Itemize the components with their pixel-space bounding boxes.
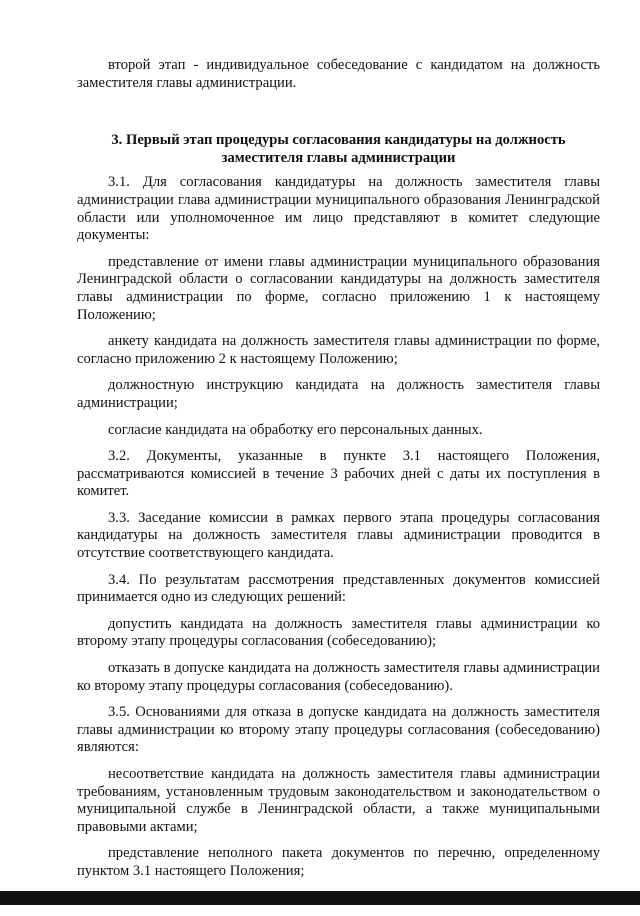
list-item-incomplete-package: представление неполного пакета документов по перечню, определенному пунктом 3.1 настоящего Положения; [77,845,600,879]
list-item-questionnaire: анкету кандидата на должность заместителя главы администрации по форме, согласно приложению 2 к настоящему Положению; [77,333,600,367]
document-body [77,57,600,916]
paragraph-3-5: 3.5. Основаниями для отказа в допуске кандидата на должность заместителя главы администрации ко второму этапу процедуры согласования (собеседованию) являются: [77,704,600,756]
list-item-job-description: должностную инструкцию кандидата на должность заместителя главы администрации; [77,377,600,411]
intro-paragraph: второй этап - индивидуальное собеседование с кандидатом на должность заместителя главы администрации. [77,57,600,91]
list-item-consent: согласие кандидата на обработку его персональных данных. [108,421,483,438]
list-item-refuse: отказать в допуске кандидата на должность заместителя главы администрации ко второму этапу процедуры согласования (собеседованию). [77,660,600,694]
paragraph-3-1: 3.1. Для согласования кандидатуры на должность заместителя главы администрации глава администрации муниципального образования Ленинградской области или уполномоченное им лицо представляют в комитет следующие документы: [77,174,600,244]
list-item-admit: допустить кандидата на должность заместителя главы администрации ко второму этапу процедуры согласования (собеседованию); [77,615,600,650]
list-item-representation: представление от имени главы администрации муниципального образования Ленинградской области о согласовании кандидатуры на должность заместителя главы администрации по форме, согласно приложению 1 к настоящему Положению; [77,253,600,323]
paragraph-3-2: 3.2. Документы, указанные в пункте 3.1 настоящего Положения, рассматриваются комиссией в течение 3 рабочих дней с даты их поступления в комитет. [77,448,600,500]
paragraph-3-3: 3.3. Заседание комиссии в рамках первого этапа процедуры согласования кандидатуры на должность заместителя главы администрации проводится в отсутствие соответствующего кандидата. [77,509,600,562]
section-heading: 3. Первый этап процедуры согласования кандидатуры на должность заместителя главы администрации [111,132,566,166]
scan-bottom-edge [0,891,640,905]
paragraph-3-4: 3.4. По результатам рассмотрения представленных документов комиссией принимается одно из следующих решений: [77,571,600,606]
list-item-non-compliance: несоответствие кандидата на должность заместителя главы администрации требованиям, установленным трудовым законодательством и законодательством о муниципальной службе в Ленинградской области, а также муниципальными правовыми актами; [77,766,600,835]
